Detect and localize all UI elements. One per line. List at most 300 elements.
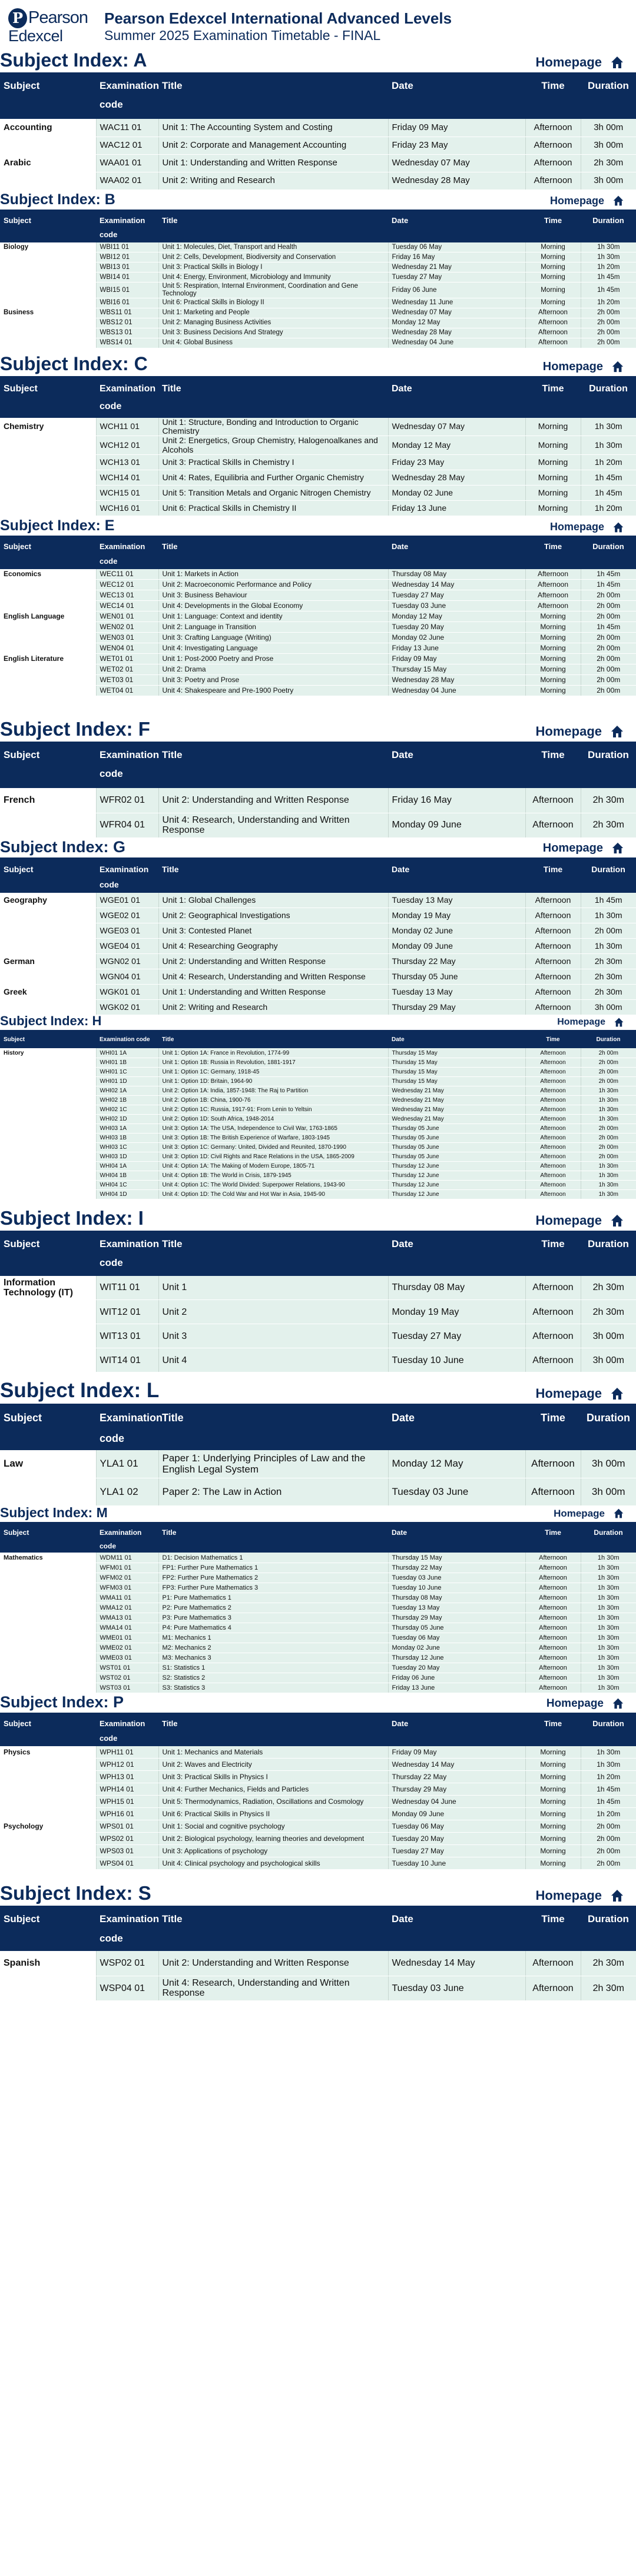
exam-date: Friday 16 May xyxy=(388,788,525,813)
section-title-row xyxy=(0,1202,636,1235)
exam-code: WBI15 01 xyxy=(96,282,158,298)
exam-date: Tuesday 06 May xyxy=(388,1820,525,1833)
homepage-link[interactable] xyxy=(536,55,624,72)
exam-code: WGE01 01 xyxy=(96,893,158,908)
exam-code: WHI03 1D xyxy=(96,1152,158,1161)
pearson-logo xyxy=(8,8,88,45)
subject-name xyxy=(0,939,96,954)
column-header-examination-code: Examination code xyxy=(96,1526,158,1553)
table-row xyxy=(0,1086,636,1095)
homepage-link[interactable] xyxy=(550,521,624,536)
exam-date: Thursday 12 June xyxy=(388,1161,525,1171)
table-row xyxy=(0,1171,636,1180)
exam-code: WBI11 01 xyxy=(96,242,158,252)
logo-brand-sub: Edexcel xyxy=(8,26,63,45)
exam-duration: 2h 30m xyxy=(581,154,636,172)
home-icon[interactable] xyxy=(612,195,624,207)
table-row xyxy=(0,908,636,923)
exam-date: Wednesday 21 May xyxy=(388,1105,525,1114)
exam-session: Afternoon xyxy=(525,308,581,318)
paper-title: Unit 5: Respiration, Internal Environment, Coordination and Gene Technology xyxy=(158,282,388,298)
homepage-link[interactable] xyxy=(543,360,624,376)
exam-date: Wednesday 28 May xyxy=(388,328,525,338)
exam-duration: 1h 30m xyxy=(581,1563,636,1573)
exam-session: Afternoon xyxy=(525,1095,581,1105)
exam-code: WCH15 01 xyxy=(96,486,158,501)
homepage-link[interactable] xyxy=(536,1386,624,1404)
homepage-label[interactable]: Homepage xyxy=(535,1888,602,1903)
exam-duration: 1h 30m xyxy=(581,1086,636,1095)
column-header-examination-code: Examination code xyxy=(96,862,158,893)
home-icon[interactable] xyxy=(610,1889,624,1903)
subject-name xyxy=(0,137,96,154)
subject-name xyxy=(0,318,96,328)
exam-duration: 2h 00m xyxy=(581,654,636,664)
column-header-subject: Subject xyxy=(0,214,96,242)
paper-title: Unit 1: Option 1C: Germany, 1918-45 xyxy=(158,1067,388,1076)
subject-name xyxy=(0,172,96,190)
exam-code: WFM02 01 xyxy=(96,1573,158,1583)
column-header-examination-code: Examination code xyxy=(96,746,158,788)
column-header-title: Title xyxy=(158,1235,388,1276)
homepage-link[interactable] xyxy=(543,842,624,857)
exam-code: WBI14 01 xyxy=(96,272,158,282)
column-header-title: Title xyxy=(158,540,388,569)
exam-code: WDM11 01 xyxy=(96,1553,158,1563)
exam-session: Morning xyxy=(525,1783,581,1796)
exam-session: Afternoon xyxy=(525,119,581,137)
exam-code: WHI02 1A xyxy=(96,1086,158,1095)
column-header-duration: Duration xyxy=(581,77,636,119)
subject-name xyxy=(0,969,96,985)
pearson-logo-mark: P xyxy=(8,8,27,28)
exam-code: WFM01 01 xyxy=(96,1563,158,1573)
exam-duration: 1h 30m xyxy=(581,1095,636,1105)
column-header-duration: Duration xyxy=(581,540,636,569)
section-title: Subject Index: E xyxy=(0,517,115,534)
paper-title: Unit 1: Marketing and People xyxy=(158,308,388,318)
paper-title: Unit 2: Corporate and Management Accounting xyxy=(158,137,388,154)
exam-session: Afternoon xyxy=(525,1300,581,1324)
exam-session: Afternoon xyxy=(525,1573,581,1583)
exam-session: Morning xyxy=(525,272,581,282)
section-title: Subject Index: F xyxy=(0,718,150,740)
exam-duration: 3h 00m xyxy=(581,1450,636,1478)
exam-date: Tuesday 13 May xyxy=(388,893,525,908)
homepage-label[interactable]: Homepage xyxy=(549,194,604,207)
table-row xyxy=(0,501,636,516)
exam-session: Morning xyxy=(525,675,581,686)
subject-name xyxy=(0,1583,96,1593)
exam-date: Thursday 15 May xyxy=(388,1076,525,1086)
paper-title: S2: Statistics 2 xyxy=(158,1673,388,1683)
subject-name xyxy=(0,1857,96,1870)
section-title: Subject Index: L xyxy=(0,1379,160,1402)
home-icon[interactable] xyxy=(610,724,624,739)
column-header-title: Title xyxy=(158,77,388,119)
exam-date: Friday 23 May xyxy=(388,455,525,470)
exam-date: Tuesday 10 June xyxy=(388,1348,525,1372)
exam-date: Tuesday 03 June xyxy=(388,1478,525,1505)
exam-code: WET02 01 xyxy=(96,664,158,675)
homepage-link[interactable] xyxy=(536,1888,624,1906)
exam-duration: 2h 00m xyxy=(581,643,636,654)
exam-session: Afternoon xyxy=(525,1553,581,1563)
exam-code: WSP02 01 xyxy=(96,1951,158,1976)
subject-name xyxy=(0,1114,96,1124)
exam-duration: 1h 30m xyxy=(581,1189,636,1199)
home-icon[interactable] xyxy=(614,1017,624,1028)
home-icon[interactable] xyxy=(611,842,624,855)
exam-code: WGK02 01 xyxy=(96,1000,158,1015)
table-row xyxy=(0,590,636,601)
exam-session: Afternoon xyxy=(525,1133,581,1142)
subject-name: Accounting xyxy=(0,119,96,137)
homepage-link[interactable] xyxy=(536,724,624,742)
exam-code: WEC11 01 xyxy=(96,569,158,580)
paper-title: Unit 1 xyxy=(158,1276,388,1300)
exam-date: Thursday 05 June xyxy=(388,1152,525,1161)
exam-code: WEN04 01 xyxy=(96,643,158,654)
exam-code: WGE03 01 xyxy=(96,923,158,939)
paper-title: Unit 3: Practical Skills in Physics I xyxy=(158,1771,388,1783)
exam-code: WHI02 1C xyxy=(96,1105,158,1114)
paper-title: Unit 2: Macroeconomic Performance and Policy xyxy=(158,580,388,590)
exam-date: Wednesday 04 June xyxy=(388,338,525,348)
column-header-date: Date xyxy=(388,1408,525,1450)
exam-date: Wednesday 28 May xyxy=(388,470,525,486)
exam-code: WSP04 01 xyxy=(96,1976,158,2000)
column-header-date: Date xyxy=(388,1526,525,1553)
homepage-label[interactable]: Homepage xyxy=(542,841,603,855)
paper-title: FP3: Further Pure Mathematics 3 xyxy=(158,1583,388,1593)
home-icon[interactable] xyxy=(613,1508,624,1519)
paper-title: Unit 2: Option 1C: Russia, 1917-91: From Lenin to Yeltsin xyxy=(158,1105,388,1114)
exam-session: Afternoon xyxy=(525,601,581,611)
exam-date: Thursday 12 June xyxy=(388,1653,525,1663)
subject-name: German xyxy=(0,954,96,969)
exam-duration: 1h 30m xyxy=(581,1746,636,1759)
timetable-table xyxy=(0,77,636,190)
subject-name xyxy=(0,1573,96,1583)
exam-session: Afternoon xyxy=(525,1563,581,1573)
exam-date: Tuesday 27 May xyxy=(388,1324,525,1348)
exam-date: Friday 09 May xyxy=(388,654,525,664)
exam-date: Wednesday 21 May xyxy=(388,1114,525,1124)
table-row xyxy=(0,272,636,282)
paper-title: Unit 1: Molecules, Diet, Transport and Health xyxy=(158,242,388,252)
column-header-time: Time xyxy=(525,214,581,242)
exam-session: Morning xyxy=(525,282,581,298)
column-header-time: Time xyxy=(525,746,581,788)
exam-date: Monday 19 May xyxy=(388,908,525,923)
column-header-time: Time xyxy=(525,1717,581,1746)
exam-date: Monday 12 May xyxy=(388,1450,525,1478)
column-header-duration: Duration xyxy=(581,214,636,242)
exam-date: Monday 02 June xyxy=(388,923,525,939)
paper-title: Unit 2: Drama xyxy=(158,664,388,675)
homepage-label[interactable]: Homepage xyxy=(549,521,604,533)
paper-title: D1: Decision Mathematics 1 xyxy=(158,1553,388,1563)
exam-date: Wednesday 14 May xyxy=(388,1951,525,1976)
section-subject-index-c xyxy=(0,351,636,517)
exam-date: Thursday 29 May xyxy=(388,1783,525,1796)
exam-session: Morning xyxy=(525,262,581,272)
table-row xyxy=(0,1759,636,1771)
paper-title: Unit 4: Researching Geography xyxy=(158,939,388,954)
subject-name xyxy=(0,1067,96,1076)
exam-code: WCH12 01 xyxy=(96,436,158,455)
exam-code: WGE04 01 xyxy=(96,939,158,954)
exam-code: WBI16 01 xyxy=(96,298,158,308)
subject-name xyxy=(0,1683,96,1693)
home-icon[interactable] xyxy=(612,1697,624,1710)
column-header-title: Title xyxy=(158,380,388,418)
exam-date: Wednesday 14 May xyxy=(388,1759,525,1771)
home-icon[interactable] xyxy=(610,1214,624,1228)
paper-title: Unit 4: Clinical psychology and psychological skills xyxy=(158,1857,388,1870)
subject-name: Psychology xyxy=(0,1820,96,1833)
subject-name xyxy=(0,664,96,675)
exam-date: Tuesday 27 May xyxy=(388,272,525,282)
exam-code: WHI01 1B xyxy=(96,1058,158,1067)
table-row xyxy=(0,1633,636,1643)
exam-session: Afternoon xyxy=(525,1583,581,1593)
subject-name xyxy=(0,1171,96,1180)
section-subject-index-b xyxy=(0,191,636,348)
exam-code: WEC14 01 xyxy=(96,601,158,611)
exam-code: WHI01 1C xyxy=(96,1067,158,1076)
subject-name xyxy=(0,1161,96,1171)
subject-name xyxy=(0,436,96,455)
table-row xyxy=(0,569,636,580)
exam-code: WGN02 01 xyxy=(96,954,158,969)
table-row xyxy=(0,939,636,954)
timetable-table xyxy=(0,746,636,838)
paper-title: Unit 3: Option 1D: Civil Rights and Race Relations in the USA, 1865-2009 xyxy=(158,1152,388,1161)
subject-name: English Literature xyxy=(0,654,96,664)
exam-code: WHI04 1D xyxy=(96,1189,158,1199)
subject-name: Physics xyxy=(0,1746,96,1759)
section-title-row xyxy=(0,699,636,746)
exam-date: Monday 09 June xyxy=(388,1808,525,1820)
exam-session: Afternoon xyxy=(525,1180,581,1189)
subject-name xyxy=(0,1180,96,1189)
exam-duration: 2h 00m xyxy=(581,675,636,686)
column-header-examination-code: Examination code xyxy=(96,380,158,418)
subject-name xyxy=(0,1478,96,1505)
exam-session: Afternoon xyxy=(525,1683,581,1693)
table-row xyxy=(0,664,636,675)
exam-duration: 1h 30m xyxy=(581,908,636,923)
exam-date: Thursday 05 June xyxy=(388,1623,525,1633)
exam-code: WET03 01 xyxy=(96,675,158,686)
subject-name xyxy=(0,1771,96,1783)
exam-duration: 3h 00m xyxy=(581,1324,636,1348)
exam-code: WHI04 1B xyxy=(96,1171,158,1180)
table-row xyxy=(0,1152,636,1161)
paper-title: Unit 4: Research, Understanding and Written Response xyxy=(158,969,388,985)
home-icon[interactable] xyxy=(610,55,624,69)
exam-duration: 1h 30m xyxy=(581,1114,636,1124)
exam-code: WIT13 01 xyxy=(96,1324,158,1348)
table-row xyxy=(0,1180,636,1189)
exam-session: Morning xyxy=(525,418,581,436)
exam-date: Tuesday 13 May xyxy=(388,985,525,1000)
column-header-subject: Subject xyxy=(0,540,96,569)
home-icon[interactable] xyxy=(611,360,624,373)
table-row xyxy=(0,328,636,338)
subject-name xyxy=(0,923,96,939)
table-row xyxy=(0,1951,636,1976)
subject-name xyxy=(0,1643,96,1653)
exam-session: Morning xyxy=(525,633,581,643)
homepage-label[interactable]: Homepage xyxy=(557,1017,605,1028)
exam-session: Afternoon xyxy=(525,1124,581,1133)
exam-duration: 2h 00m xyxy=(581,611,636,622)
homepage-label[interactable]: Homepage xyxy=(542,360,603,373)
subject-name: Geography xyxy=(0,893,96,908)
homepage-label[interactable]: Homepage xyxy=(535,724,602,739)
exam-duration: 2h 00m xyxy=(581,1820,636,1833)
column-header-examination-code: Examination code xyxy=(96,77,158,119)
homepage-link[interactable] xyxy=(557,1017,624,1030)
exam-session: Afternoon xyxy=(525,338,581,348)
exam-date: Tuesday 20 May xyxy=(388,1663,525,1673)
table-row xyxy=(0,1833,636,1845)
table-row xyxy=(0,262,636,272)
table-row xyxy=(0,470,636,486)
exam-duration: 1h 30m xyxy=(581,1673,636,1683)
paper-title: Unit 2: Option 1B: China, 1900-76 xyxy=(158,1095,388,1105)
subject-name xyxy=(0,1000,96,1015)
exam-duration: 1h 20m xyxy=(581,1771,636,1783)
homepage-link[interactable] xyxy=(536,1213,624,1231)
exam-date: Friday 06 June xyxy=(388,282,525,298)
column-header-duration: Duration xyxy=(581,746,636,788)
exam-date: Friday 09 May xyxy=(388,1746,525,1759)
exam-duration: 2h 00m xyxy=(581,1142,636,1152)
subject-name xyxy=(0,1105,96,1114)
exam-date: Thursday 05 June xyxy=(388,1133,525,1142)
paper-title: Unit 2: Geographical Investigations xyxy=(158,908,388,923)
exam-code: WHI04 1A xyxy=(96,1161,158,1171)
column-header-title: Title xyxy=(158,1717,388,1746)
paper-title: Unit 3 xyxy=(158,1324,388,1348)
header-text xyxy=(104,9,452,44)
table-row xyxy=(0,436,636,455)
homepage-label[interactable]: Homepage xyxy=(535,55,602,69)
exam-code: WEC12 01 xyxy=(96,580,158,590)
exam-session: Afternoon xyxy=(525,1048,581,1058)
subject-name xyxy=(0,1058,96,1067)
exam-date: Tuesday 27 May xyxy=(388,590,525,601)
exam-date: Wednesday 07 May xyxy=(388,154,525,172)
subject-name: Information Technology (IT) xyxy=(0,1276,96,1300)
section-subject-index-s xyxy=(0,1872,636,2001)
section-title-row xyxy=(0,518,636,540)
paper-title: M3: Mechanics 3 xyxy=(158,1653,388,1663)
exam-duration: 2h 00m xyxy=(581,308,636,318)
column-header-duration: Duration xyxy=(581,862,636,893)
exam-duration: 1h 30m xyxy=(581,1653,636,1663)
homepage-label[interactable]: Homepage xyxy=(535,1212,602,1228)
subject-name xyxy=(0,1663,96,1673)
column-header-date: Date xyxy=(388,1717,525,1746)
exam-session: Morning xyxy=(525,643,581,654)
exam-date: Tuesday 03 June xyxy=(388,1976,525,2000)
subject-name xyxy=(0,262,96,272)
section-title: Subject Index: S xyxy=(0,1882,151,1904)
homepage-link[interactable] xyxy=(550,195,624,210)
table-row xyxy=(0,1478,636,1505)
exam-date: Monday 02 June xyxy=(388,633,525,643)
exam-date: Tuesday 10 June xyxy=(388,1857,525,1870)
column-header-duration: Duration xyxy=(581,1235,636,1276)
column-header-time: Time xyxy=(525,1034,581,1048)
exam-duration: 1h 30m xyxy=(581,1180,636,1189)
homepage-label[interactable]: Homepage xyxy=(554,1507,605,1519)
subject-name xyxy=(0,633,96,643)
table-row xyxy=(0,969,636,985)
table-row xyxy=(0,1593,636,1603)
exam-duration: 1h 20m xyxy=(581,455,636,470)
exam-duration: 1h 30m xyxy=(581,1683,636,1693)
paper-title: Unit 2: Writing and Research xyxy=(158,1000,388,1015)
exam-code: WBS14 01 xyxy=(96,338,158,348)
homepage-link[interactable] xyxy=(554,1508,624,1522)
exam-session: Afternoon xyxy=(525,1142,581,1152)
homepage-label[interactable]: Homepage xyxy=(546,1697,604,1710)
table-row xyxy=(0,788,636,813)
table-row xyxy=(0,1142,636,1152)
exam-session: Afternoon xyxy=(525,154,581,172)
exam-session: Morning xyxy=(525,1845,581,1857)
table-row xyxy=(0,686,636,696)
exam-date: Friday 13 June xyxy=(388,1683,525,1693)
table-row xyxy=(0,1058,636,1067)
table-row xyxy=(0,1048,636,1058)
exam-session: Morning xyxy=(525,686,581,696)
section-title-row xyxy=(0,1375,636,1408)
table-row xyxy=(0,242,636,252)
exam-session: Morning xyxy=(525,455,581,470)
section-subject-index-a xyxy=(0,47,636,190)
column-header-subject: Subject xyxy=(0,1034,96,1048)
exam-code: WIT12 01 xyxy=(96,1300,158,1324)
homepage-label[interactable]: Homepage xyxy=(535,1386,602,1401)
exam-session: Afternoon xyxy=(525,1114,581,1124)
home-icon[interactable] xyxy=(612,521,624,533)
home-icon[interactable] xyxy=(610,1387,624,1401)
exam-duration: 1h 30m xyxy=(581,1623,636,1633)
paper-title: Unit 1: Understanding and Written Response xyxy=(158,154,388,172)
exam-code: YLA1 01 xyxy=(96,1450,158,1478)
paper-title: Unit 4: Research, Understanding and Written Response xyxy=(158,1976,388,2000)
subject-name xyxy=(0,298,96,308)
subject-name: Arabic xyxy=(0,154,96,172)
table-row xyxy=(0,1563,636,1573)
exam-duration: 2h 30m xyxy=(581,985,636,1000)
exam-date: Thursday 15 May xyxy=(388,1048,525,1058)
homepage-link[interactable] xyxy=(546,1697,624,1713)
exam-date: Tuesday 03 June xyxy=(388,601,525,611)
subject-name: Mathematics xyxy=(0,1553,96,1563)
exam-duration: 2h 00m xyxy=(581,328,636,338)
table-row xyxy=(0,252,636,262)
section-title: Subject Index: H xyxy=(0,1013,102,1029)
subject-name xyxy=(0,1124,96,1133)
